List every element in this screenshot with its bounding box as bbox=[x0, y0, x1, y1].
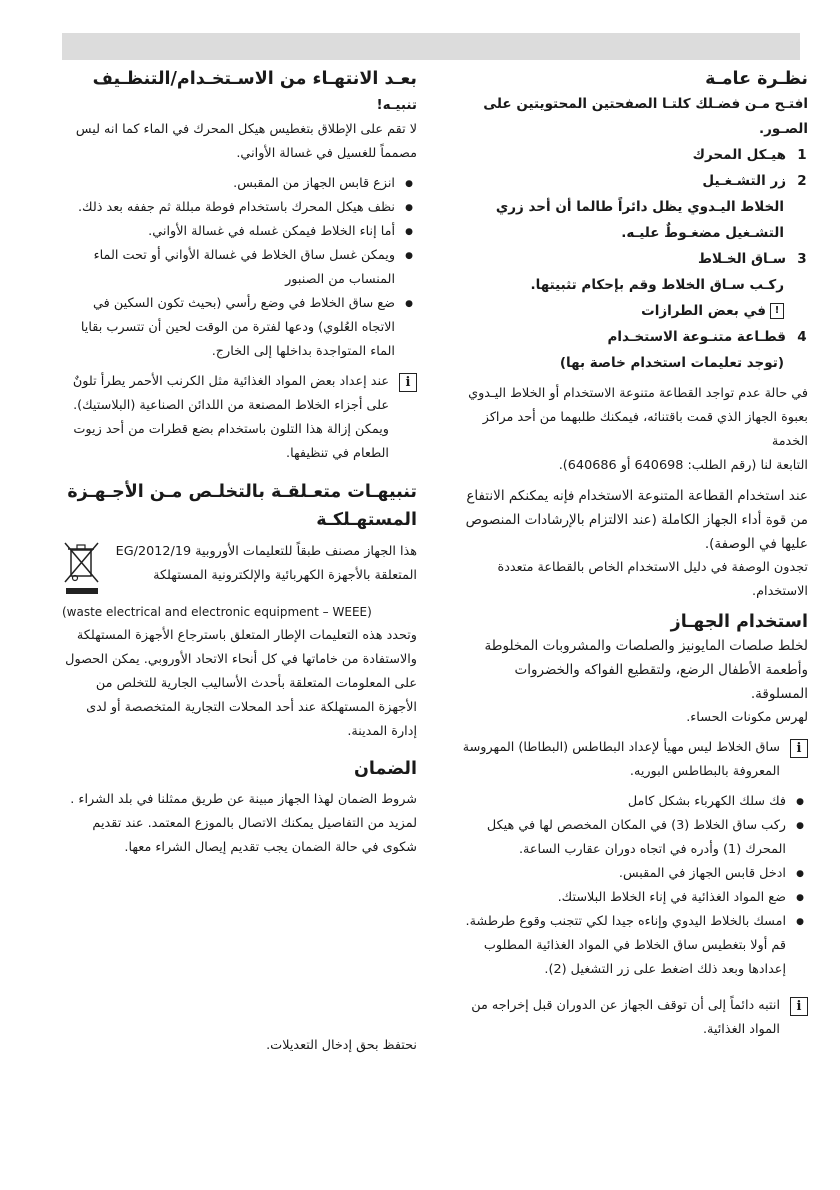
overview-title: نظـرة عامـة bbox=[705, 69, 808, 89]
parts-item-desc: الخلاط اليـدوي يظل دائراً طالما أن أحد زري التشـغيل مضغـوطٌ عليـه. bbox=[495, 199, 784, 241]
info-note bbox=[62, 370, 417, 466]
list-item: ● فك سلك الكهرباء بشكل كامل bbox=[456, 790, 808, 814]
info-icon: i bbox=[399, 373, 417, 392]
right-column bbox=[456, 66, 808, 1042]
usage-text-2: لهرس مكونات الحساء. bbox=[686, 710, 808, 725]
parts-item-desc: (توجد تعليمات استخدام خاصة بها) bbox=[559, 355, 784, 371]
left-column bbox=[62, 66, 417, 860]
parts-item: 4 قطـاعة متنـوعة الاستخـدام bbox=[607, 329, 807, 345]
parts-item: 2 زر التشـغـيل bbox=[702, 173, 807, 189]
weee-english: (waste electrical and electronic equipment – WEEE) bbox=[62, 605, 372, 619]
usage-text: لخلط صلصات المايونيز والصلصات والمشروبات المخلوطة وأطعمة الأطفال الرضع، ولتقطيع الفواكه والخضروات المسلوقة. bbox=[484, 638, 808, 702]
info-icon: i bbox=[790, 739, 808, 758]
list-item: ● نظف هيكل المحرك باستخدام فوطة مبللة ثم جففه بعد ذلك. bbox=[62, 196, 417, 220]
list-item: ● ادخل قابس الجهاز في المقبس. bbox=[456, 862, 808, 886]
footer-note: نحتفظ بحق إدخال التعديلات. bbox=[266, 1038, 417, 1053]
info-icon: i bbox=[790, 997, 808, 1016]
list-item: ● انزع قابس الجهاز من المقبس. bbox=[62, 172, 417, 196]
list-item: ● ركب ساق الخلاط (3) في المكان المخصص لها في هيكل المحرك (1) وأدره في اتجاه دوران عقارب الساعة. bbox=[456, 814, 808, 862]
availability-text: في حالة عدم تواجد القطاعة متنوعة الاستخدام أو الخلاط اليـدوي بعبوة الجهاز الذي قمت باقتنائه، فيمكنك طلبهما من أحد مراكز الخدمة bbox=[468, 386, 808, 449]
list-item: ● ضع ساق الخلاط في وضع رأسي (بحيث تكون السكين في الاتجاه العُلوي) ودعها لفترة من الوقت لحين أن تتسرب بقايا الماء المتواجدة بداخلها إلى الخارج. bbox=[62, 292, 417, 364]
parts-item: 1 هيـكل المحرك bbox=[692, 147, 807, 163]
list-item: ● ضع المواد الغذائية في إناء الخلاط البلاستك. bbox=[456, 886, 808, 910]
warranty-text: شروط الضمان لهذا الجهاز مبينة عن طريق ممثلنا في بلد الشراء . لمزيد من التفاصيل يمكنك الاتصال بالموزع المعتمد. عند تقديم شكوى في حالة الضمان يجب تقديم إيصال الشراء معها. bbox=[70, 792, 417, 855]
info-note-text: انتبه دائماً إلى أن توقف الجهاز عن الدوران قبل إخراجه من المواد الغذائية. bbox=[471, 998, 780, 1037]
disposal-text-2: وتحدد هذه التعليمات الإطار المتعلق باسترجاع الأجهزة المستهلكة والاستفادة من خاماتها في كل أنحاء الاتحاد الأوروبي. يمكن الحصول على المعلومات المتعلقة بأحدث الأساليب الجارية للتخلص من الأجهزة المستهلكة عند أحد المحلات التجارية المتخصصة أو لدى إدارة المدينة. bbox=[65, 628, 417, 739]
crossed-bin-icon bbox=[62, 540, 102, 600]
disposal-title: تنبيهـات متعـلقـة بالتخلـص مـن الأجـهـزة المستهـلكـة bbox=[67, 482, 417, 530]
cleaning-title: بعـد الانتهـاء من الاسـتخـدام/التنظـيف bbox=[92, 69, 417, 89]
order-numbers: التابعة لنا (رقم الطلب: 640698 أو 640686). bbox=[558, 458, 808, 473]
cleaning-steps bbox=[62, 172, 417, 364]
warranty-title: الضمان bbox=[353, 759, 417, 779]
parts-list bbox=[456, 142, 808, 376]
info-note bbox=[456, 736, 808, 784]
multi-cutter-text: عند استخدام القطاعة المتنوعة الاستخدام فإنه يمكنكم الانتفاع من قوة أداء الجهاز الكاملة (عند الالتزام بالإرشادات المنصوص عليها في الوصفة). bbox=[465, 488, 808, 552]
warning-label: تنبيـه! bbox=[376, 97, 417, 113]
weee-block bbox=[62, 540, 417, 600]
info-note-text: ساق الخلاط ليس مهيأ لإعداد البطاطس (البطاطا) المهروسة المعروفة بالبطاطس البوريه. bbox=[462, 740, 780, 779]
info-note-text: عند إعداد بعض المواد الغذائية مثل الكرنب الأحمر يطرأ تلونٌ على أجزاء الخلاط المصنعة من اللدائن الصناعية (البلاستيك). ويمكن إزالة هذا التلون باستخدام بضع قطرات من أحد زيوت الطعام في تنظيفها. bbox=[72, 374, 389, 461]
list-item: ● ويمكن غسل ساق الخلاط في غسالة الأواني أو تحت الماء المنساب من الصنبور bbox=[62, 244, 417, 292]
exclamation-icon: ! bbox=[770, 303, 784, 319]
info-note bbox=[456, 994, 808, 1042]
parts-item: 3 سـاق الخـلاط bbox=[697, 251, 807, 267]
list-item: ● أما إناء الخلاط فيمكن غسله في غسالة الأواني. bbox=[62, 220, 417, 244]
some-models-note: !في بعض الطرازات bbox=[456, 298, 808, 324]
usage-steps bbox=[456, 790, 808, 982]
warning-text: لا تقم على الإطلاق بتغطيس هيكل المحرك في الماء كما انه ليس مصمماً للغسيل في غسالة الأواني. bbox=[75, 122, 417, 161]
usage-title: استخدام الجهـاز bbox=[670, 612, 808, 632]
header-bar bbox=[62, 33, 800, 60]
overview-intro: افتـح مـن فضـلك كلتـا الصفحتين المحتويتين على الصـور. bbox=[483, 96, 808, 137]
parts-item-desc: ركـب سـاق الخلاط وقم بإحكام تثبيتها. bbox=[530, 277, 784, 293]
recipe-text: تجدون الوصفة في دليل الاستخدام الخاص بالقطاعة متعددة الاستخدام. bbox=[497, 560, 808, 599]
list-item: ● امسك بالخلاط اليدوي وإناءه جيدا لكي تتجنب وقوع طرطشة. قم أولا بتغطيس ساق الخلاط في المواد الغذائية المطلوب إعدادها وبعد ذلك اضغط على زر التشغيل (2). bbox=[456, 910, 808, 982]
disposal-text: هذا الجهاز مصنف طبقاً للتعليمات الأوروبية 2012/19/EG المتعلقة بالأجهزة الكهربائية والإلكترونية المستهلكة bbox=[115, 544, 417, 583]
